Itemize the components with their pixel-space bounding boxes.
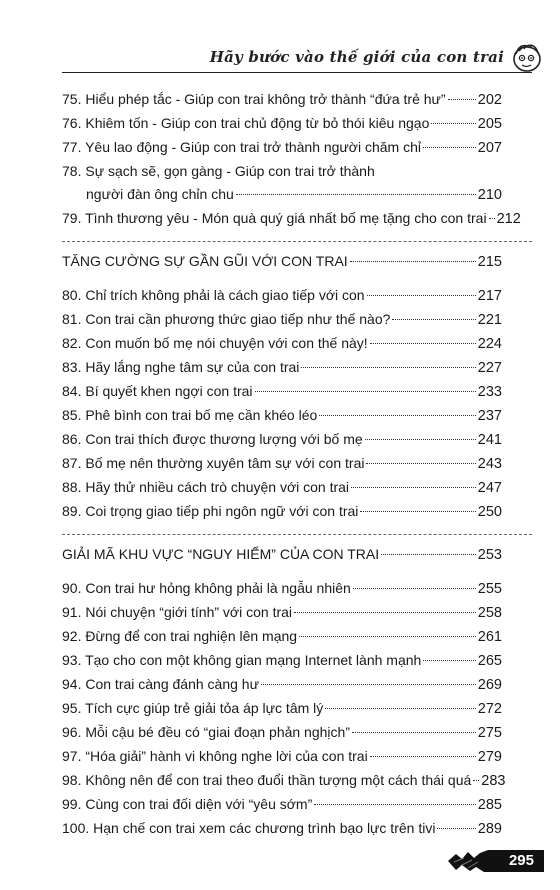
toc-entry-label: người đàn ông chỉn chu <box>86 186 234 202</box>
section-divider <box>62 241 532 242</box>
toc-entry-page: 289 <box>477 821 502 837</box>
toc-entry-99[interactable] <box>62 793 502 817</box>
toc-entry-page: 253 <box>477 547 502 563</box>
boy-face-icon <box>510 40 544 74</box>
toc-entry-page: 258 <box>477 605 502 621</box>
toc-entry-label: 87. Bố mẹ nên thường xuyên tâm sự với con trai <box>62 455 365 471</box>
leader-dots <box>437 828 475 829</box>
leader-dots <box>360 511 475 512</box>
toc-entry-84[interactable] <box>62 380 502 404</box>
toc-entry-label: 82. Con muốn bố mẹ nói chuyện với con thế này! <box>62 335 368 351</box>
toc-entry-label: 90. Con trai hư hỏng không phải là ngẫu nhiên <box>62 580 351 596</box>
toc-entry-label: 91. Nói chuyện “giới tính” với con trai <box>62 604 293 620</box>
header-rule <box>62 72 532 73</box>
toc-section-3[interactable] <box>62 543 502 567</box>
toc-section-2[interactable] <box>62 250 502 274</box>
toc-entry-label: 86. Con trai thích được thương lượng với bố mẹ <box>62 431 363 447</box>
toc-entry-86[interactable] <box>62 428 502 452</box>
toc-entry-label: 95. Tích cực giúp trẻ giải tỏa áp lực tâm lý <box>62 700 324 716</box>
toc-entry-page: 275 <box>477 725 502 741</box>
toc-entry-100[interactable] <box>62 817 502 841</box>
toc-entry-label: 88. Hãy thử nhiều cách trò chuyện với con trai <box>62 479 350 495</box>
toc-entry-label: 100. Hạn chế con trai xem các chương trình bạo lực trên tivi <box>62 820 436 836</box>
toc-entry-75[interactable] <box>62 88 502 112</box>
book-title: Hãy bước vào thế giới của con trai <box>209 48 504 66</box>
toc-group-3 <box>62 577 506 841</box>
toc-entry-page: 250 <box>477 504 502 520</box>
toc-entry-label: 83. Hãy lắng nghe tâm sự của con trai <box>62 359 300 375</box>
leader-dots <box>423 660 475 661</box>
leader-dots <box>366 463 475 464</box>
leader-dots <box>353 588 476 589</box>
toc-entry-90[interactable] <box>62 577 502 601</box>
toc-entry-88[interactable] <box>62 476 502 500</box>
toc-entry-page: 247 <box>477 480 502 496</box>
toc-entry-80[interactable] <box>62 284 502 308</box>
toc-entry-label: 98. Không nên để con trai theo đuổi thần tượng một cách thái quá <box>62 772 472 788</box>
leader-dots <box>473 780 479 781</box>
toc-entry-page: 205 <box>477 116 502 132</box>
toc-entry-page: 224 <box>477 336 502 352</box>
toc-entry-page: 217 <box>477 288 502 304</box>
toc-entry-92[interactable] <box>62 625 502 649</box>
toc-entry-label: 84. Bí quyết khen ngợi con trai <box>62 383 253 399</box>
toc-entry-page: 233 <box>477 384 502 400</box>
leader-dots <box>350 261 476 262</box>
toc-entry-label: 76. Khiêm tốn - Giúp con trai chủ động từ bỏ thói kiêu ngạo <box>62 115 430 131</box>
toc-entry-label: 75. Hiểu phép tắc - Giúp con trai không trở thành “đứa trẻ hư” <box>62 91 446 107</box>
toc-entry-page: 221 <box>477 312 502 328</box>
section-divider <box>62 534 532 535</box>
toc-entry-label: 96. Mỗi cậu bé đều có “giai đoạn phản nghịch” <box>62 724 350 740</box>
leader-dots <box>448 99 476 100</box>
toc-entry-label: 81. Con trai cần phương thức giao tiếp như thế nào? <box>62 311 391 327</box>
leader-dots <box>261 684 476 685</box>
leader-dots <box>370 343 476 344</box>
leader-dots <box>299 636 476 637</box>
leader-dots <box>255 391 476 392</box>
toc-entry-page: 272 <box>477 701 502 717</box>
toc-entry-81[interactable] <box>62 308 502 332</box>
toc-entry-78-line1[interactable]: 78. Sự sạch sẽ, gọn gàng - Giúp con trai trở thành <box>62 163 375 179</box>
toc-entry-label: 94. Con trai càng đánh càng hư <box>62 676 259 692</box>
toc-entry-93[interactable] <box>62 649 502 673</box>
toc-entry-page: 202 <box>477 92 502 108</box>
leader-dots <box>301 367 475 368</box>
toc-entry-94[interactable] <box>62 673 502 697</box>
toc-group-2 <box>62 284 502 524</box>
toc-entry-89[interactable] <box>62 500 502 524</box>
page-number-tab <box>448 850 544 872</box>
toc-entry-page: 255 <box>477 581 502 597</box>
toc-entry-76[interactable] <box>62 112 502 136</box>
leader-dots <box>381 554 476 555</box>
toc-entry-79[interactable] <box>62 207 521 231</box>
leader-dots <box>294 612 476 613</box>
leader-dots <box>319 415 476 416</box>
toc-entry-label: 79. Tình thương yêu - Món quà quý giá nhất bố mẹ tặng cho con trai <box>62 210 487 226</box>
section-heading: GIẢI MÃ KHU VỰC “NGUY HIỂM” CỦA CON TRAI <box>62 546 380 562</box>
toc-entry-label: 92. Đừng để con trai nghiện lên mạng <box>62 628 298 644</box>
toc-entry-page: 283 <box>481 773 506 789</box>
leader-dots <box>367 295 476 296</box>
toc-entry-82[interactable] <box>62 332 502 356</box>
leader-dots <box>352 732 476 733</box>
toc-entry-97[interactable] <box>62 745 502 769</box>
leader-dots <box>392 319 475 320</box>
leader-dots <box>365 439 476 440</box>
toc-entry-label: 99. Cùng con trai đối diện với “yêu sớm” <box>62 796 313 812</box>
toc-entry-page: 265 <box>477 653 502 669</box>
toc-entry-95[interactable] <box>62 697 502 721</box>
page-footer <box>448 850 544 872</box>
leader-dots <box>325 708 476 709</box>
toc-entry-page: 269 <box>477 677 502 693</box>
leader-dots <box>489 218 495 219</box>
toc-entry-page: 227 <box>477 360 502 376</box>
toc-entry-label: 85. Phê bình con trai bố mẹ cần khéo léo <box>62 407 318 423</box>
table-of-contents <box>62 88 521 841</box>
toc-entry-page: 207 <box>477 140 502 156</box>
toc-entry-87[interactable] <box>62 452 502 476</box>
toc-entry-page: 241 <box>477 432 502 448</box>
page-number: 295 <box>508 852 534 869</box>
toc-entry-label: 93. Tạo cho con một không gian mạng Internet lành mạnh <box>62 652 422 668</box>
toc-entry-83[interactable] <box>62 356 502 380</box>
toc-entry-78-line2[interactable] <box>62 183 502 207</box>
leader-dots <box>431 123 475 124</box>
toc-entry-label: 77. Yêu lao động - Giúp con trai trở thành người chăm chỉ <box>62 139 422 155</box>
leader-dots <box>370 756 476 757</box>
leader-dots <box>314 804 476 805</box>
toc-group-1 <box>62 88 521 231</box>
toc-entry-label: 97. “Hóa giải” hành vi không nghe lời của con trai <box>62 748 368 764</box>
toc-entry-page: 210 <box>477 187 502 203</box>
section-heading: TĂNG CƯỜNG SỰ GẦN GŨI VỚI CON TRAI <box>62 253 348 269</box>
leader-dots <box>423 147 476 148</box>
toc-entry-page: 261 <box>477 629 502 645</box>
toc-entry-77[interactable] <box>62 136 502 160</box>
toc-entry-page: 243 <box>477 456 502 472</box>
toc-entry-85[interactable] <box>62 404 502 428</box>
toc-entry-page: 285 <box>477 797 502 813</box>
leader-dots <box>236 194 476 195</box>
toc-entry-page: 237 <box>477 408 502 424</box>
leader-dots <box>351 487 476 488</box>
running-header <box>210 40 544 74</box>
toc-entry-page: 215 <box>477 254 502 270</box>
toc-entry-page: 212 <box>496 211 521 227</box>
toc-entry-91[interactable] <box>62 601 502 625</box>
toc-entry-label: 89. Coi trọng giao tiếp phi ngôn ngữ với con trai <box>62 503 359 519</box>
toc-entry-label: 80. Chỉ trích không phải là cách giao tiếp với con <box>62 287 365 303</box>
toc-entry-96[interactable] <box>62 721 502 745</box>
toc-entry-page: 279 <box>477 749 502 765</box>
toc-entry-98[interactable] <box>62 769 506 793</box>
